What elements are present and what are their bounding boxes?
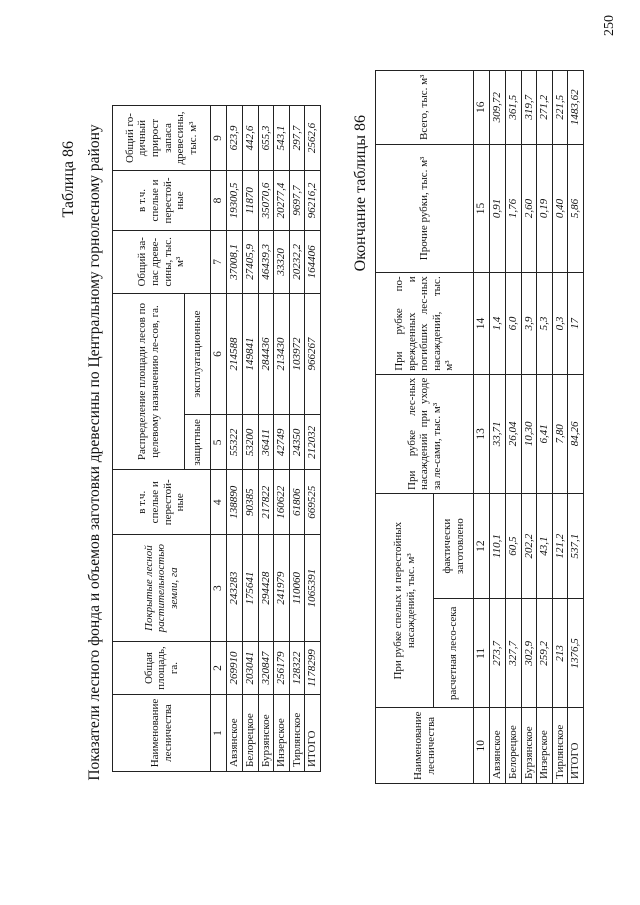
value-cell: 20232,2	[289, 230, 305, 293]
header-other-felling: Прочие рубки, тыс. м³	[376, 144, 474, 273]
value-cell: 17	[568, 273, 584, 374]
value-cell: 2562,6	[305, 106, 321, 171]
table-row	[537, 71, 553, 784]
value-cell: 273,7	[490, 599, 506, 708]
value-cell: 202,2	[521, 493, 537, 598]
value-cell: 442,6	[242, 106, 258, 171]
value-cell: 160622	[274, 470, 290, 535]
column-number-cell: 16	[474, 71, 490, 145]
value-cell: 284436	[258, 293, 274, 415]
header-purpose-distribution: Распределение площади лесов по целевому назначению ле-сов, га.	[113, 293, 185, 470]
value-cell: 27405,9	[242, 230, 258, 293]
table-row	[521, 71, 537, 784]
value-cell: 43,1	[537, 493, 553, 598]
value-cell: 1,76	[505, 144, 521, 273]
header-total-felling: Всего, тыс. м³	[376, 71, 474, 145]
table-row	[305, 106, 321, 772]
forestry-name-cell: Авзянское	[227, 695, 243, 772]
value-cell: 212032	[305, 415, 321, 470]
page-number: 250	[602, 15, 617, 36]
column-number-cell: 9	[211, 106, 227, 171]
value-cell: 26,04	[505, 374, 521, 493]
column-number-cell: 15	[474, 144, 490, 273]
forestry-name-cell: Инзерское	[274, 695, 290, 772]
value-cell: 669525	[305, 470, 321, 535]
value-cell: 259,2	[537, 599, 553, 708]
table1	[112, 105, 321, 772]
column-number-cell: 2	[211, 642, 227, 695]
value-cell: 537,1	[568, 493, 584, 598]
table-row	[258, 106, 274, 772]
value-cell: 33320	[274, 230, 290, 293]
forestry-name-cell: ИТОГО	[305, 695, 321, 772]
header-operational: эксплуатационные	[185, 293, 211, 415]
header-covered-land: Покрытые лесной растительностью земли, га	[113, 535, 211, 642]
header-forestry-name-2: Наименование лесничества	[376, 708, 474, 784]
table-row	[289, 106, 305, 772]
value-cell: 7,80	[552, 374, 568, 493]
table1-label: Таблица 86	[60, 141, 77, 218]
value-cell: 217822	[258, 470, 274, 535]
value-cell: 121,2	[552, 493, 568, 598]
header-mature-stock: в т.ч. спелые и перестой-ные	[113, 171, 211, 231]
value-cell: 294428	[258, 535, 274, 642]
table-row	[274, 106, 290, 772]
value-cell: 138890	[227, 470, 243, 535]
header-allowable-cut: расчетная лесо-сека	[434, 599, 474, 708]
value-cell: 37008,1	[227, 230, 243, 293]
value-cell: 361,5	[505, 71, 521, 145]
value-cell: 213430	[274, 293, 290, 415]
header-annual-growth: Общий го-дичный прирост запаса древесины, тыс. м³	[113, 106, 211, 171]
value-cell: 243283	[227, 535, 243, 642]
header-total-area: Общая площадь, га.	[113, 642, 211, 695]
value-cell: 1065391	[305, 535, 321, 642]
column-number-cell: 10	[474, 708, 490, 784]
column-number-cell: 11	[474, 599, 490, 708]
value-cell: 6,0	[505, 273, 521, 374]
value-cell: 110,1	[490, 493, 506, 598]
value-cell: 543,1	[274, 106, 290, 171]
value-cell: 0,19	[537, 144, 553, 273]
value-cell: 149841	[242, 293, 258, 415]
value-cell: 1483,62	[568, 71, 584, 145]
table1-title: Показатели лесного фонда и объемов заготовки древесины по Центральному горнолесному району	[86, 124, 103, 781]
value-cell: 96216,2	[305, 171, 321, 231]
value-cell: 0,40	[552, 144, 568, 273]
header-total-stock: Общий за-пас древе-сины, тыс. м³	[113, 230, 211, 293]
value-cell: 1,4	[490, 273, 506, 374]
header-actual-harvested: фактически заготовлено	[434, 493, 474, 598]
value-cell: 221,5	[552, 71, 568, 145]
header-damaged-felling: При рубке по-врежденных и погибших лес-ных насаждений, тыс. м³	[376, 273, 474, 374]
value-cell: 203041	[242, 642, 258, 695]
value-cell: 2,60	[521, 144, 537, 273]
column-number-cell: 3	[211, 535, 227, 642]
value-cell: 309,72	[490, 71, 506, 145]
column-number-cell: 13	[474, 374, 490, 493]
value-cell: 302,9	[521, 599, 537, 708]
value-cell: 10,30	[521, 374, 537, 493]
header-mature-felling: При рубке спелых и перестойных насаждений, тыс. м³	[376, 493, 434, 708]
column-number-cell: 4	[211, 470, 227, 535]
value-cell: 53200	[242, 415, 258, 470]
value-cell: 42749	[274, 415, 290, 470]
forestry-name-cell: Белорецкое	[242, 695, 258, 772]
value-cell: 269910	[227, 642, 243, 695]
forestry-name-cell: Бурзянское	[521, 708, 537, 784]
value-cell: 19300,5	[227, 171, 243, 231]
value-cell: 9697,7	[289, 171, 305, 231]
value-cell: 36411	[258, 415, 274, 470]
value-cell: 241979	[274, 535, 290, 642]
header-forestry-name: Наименование лесничества	[113, 695, 211, 772]
value-cell: 84,26	[568, 374, 584, 493]
table-row	[242, 106, 258, 772]
value-cell: 110060	[289, 535, 305, 642]
forestry-name-cell: ИТОГО	[568, 708, 584, 784]
column-number-cell: 8	[211, 171, 227, 231]
table-row	[505, 71, 521, 784]
value-cell: 1178299	[305, 642, 321, 695]
table-row	[568, 71, 584, 784]
forestry-name-cell: Тирлянское	[552, 708, 568, 784]
value-cell: 175641	[242, 535, 258, 642]
value-cell: 6,41	[537, 374, 553, 493]
header-care-felling: При рубке лес-ных насаждений при уходе за ле-сами, тыс. м³	[376, 374, 474, 493]
value-cell: 966267	[305, 293, 321, 415]
forestry-name-cell: Инзерское	[537, 708, 553, 784]
value-cell: 655,3	[258, 106, 274, 171]
column-number-cell: 5	[211, 415, 227, 470]
value-cell: 1376,5	[568, 599, 584, 708]
value-cell: 271,2	[537, 71, 553, 145]
value-cell: 0,91	[490, 144, 506, 273]
value-cell: 320847	[258, 642, 274, 695]
value-cell: 0,3	[552, 273, 568, 374]
value-cell: 5,86	[568, 144, 584, 273]
column-numbers-row-2	[474, 71, 490, 784]
forestry-name-cell: Белорецкое	[505, 708, 521, 784]
column-number-cell: 12	[474, 493, 490, 598]
value-cell: 5,3	[537, 273, 553, 374]
column-number-cell: 14	[474, 273, 490, 374]
value-cell: 103972	[289, 293, 305, 415]
value-cell: 20277,4	[274, 171, 290, 231]
forestry-name-cell: Авзянское	[490, 708, 506, 784]
header-mature-area: в т.ч. спелые и перестой-ные	[113, 470, 211, 535]
value-cell: 256179	[274, 642, 290, 695]
value-cell: 128322	[289, 642, 305, 695]
value-cell: 297,7	[289, 106, 305, 171]
value-cell: 213	[552, 599, 568, 708]
table2-label: Окончание таблицы 86	[352, 115, 369, 272]
value-cell: 214588	[227, 293, 243, 415]
forestry-name-cell: Тирлянское	[289, 695, 305, 772]
table-row	[552, 71, 568, 784]
value-cell: 164406	[305, 230, 321, 293]
value-cell: 60,5	[505, 493, 521, 598]
table-row	[227, 106, 243, 772]
table-row	[490, 71, 506, 784]
column-number-cell: 7	[211, 230, 227, 293]
value-cell: 35070,6	[258, 171, 274, 231]
table2	[375, 70, 584, 784]
value-cell: 11870	[242, 171, 258, 231]
header-protective: защитные	[185, 415, 211, 470]
value-cell: 24350	[289, 415, 305, 470]
value-cell: 33,71	[490, 374, 506, 493]
column-number-cell: 6	[211, 293, 227, 415]
column-number-cell: 1	[211, 695, 227, 772]
value-cell: 327,7	[505, 599, 521, 708]
value-cell: 90385	[242, 470, 258, 535]
column-numbers-row	[211, 106, 227, 772]
value-cell: 46439,3	[258, 230, 274, 293]
forestry-name-cell: Бурзянское	[258, 695, 274, 772]
value-cell: 61806	[289, 470, 305, 535]
value-cell: 3,9	[521, 273, 537, 374]
value-cell: 55322	[227, 415, 243, 470]
value-cell: 319,7	[521, 71, 537, 145]
value-cell: 623,9	[227, 106, 243, 171]
